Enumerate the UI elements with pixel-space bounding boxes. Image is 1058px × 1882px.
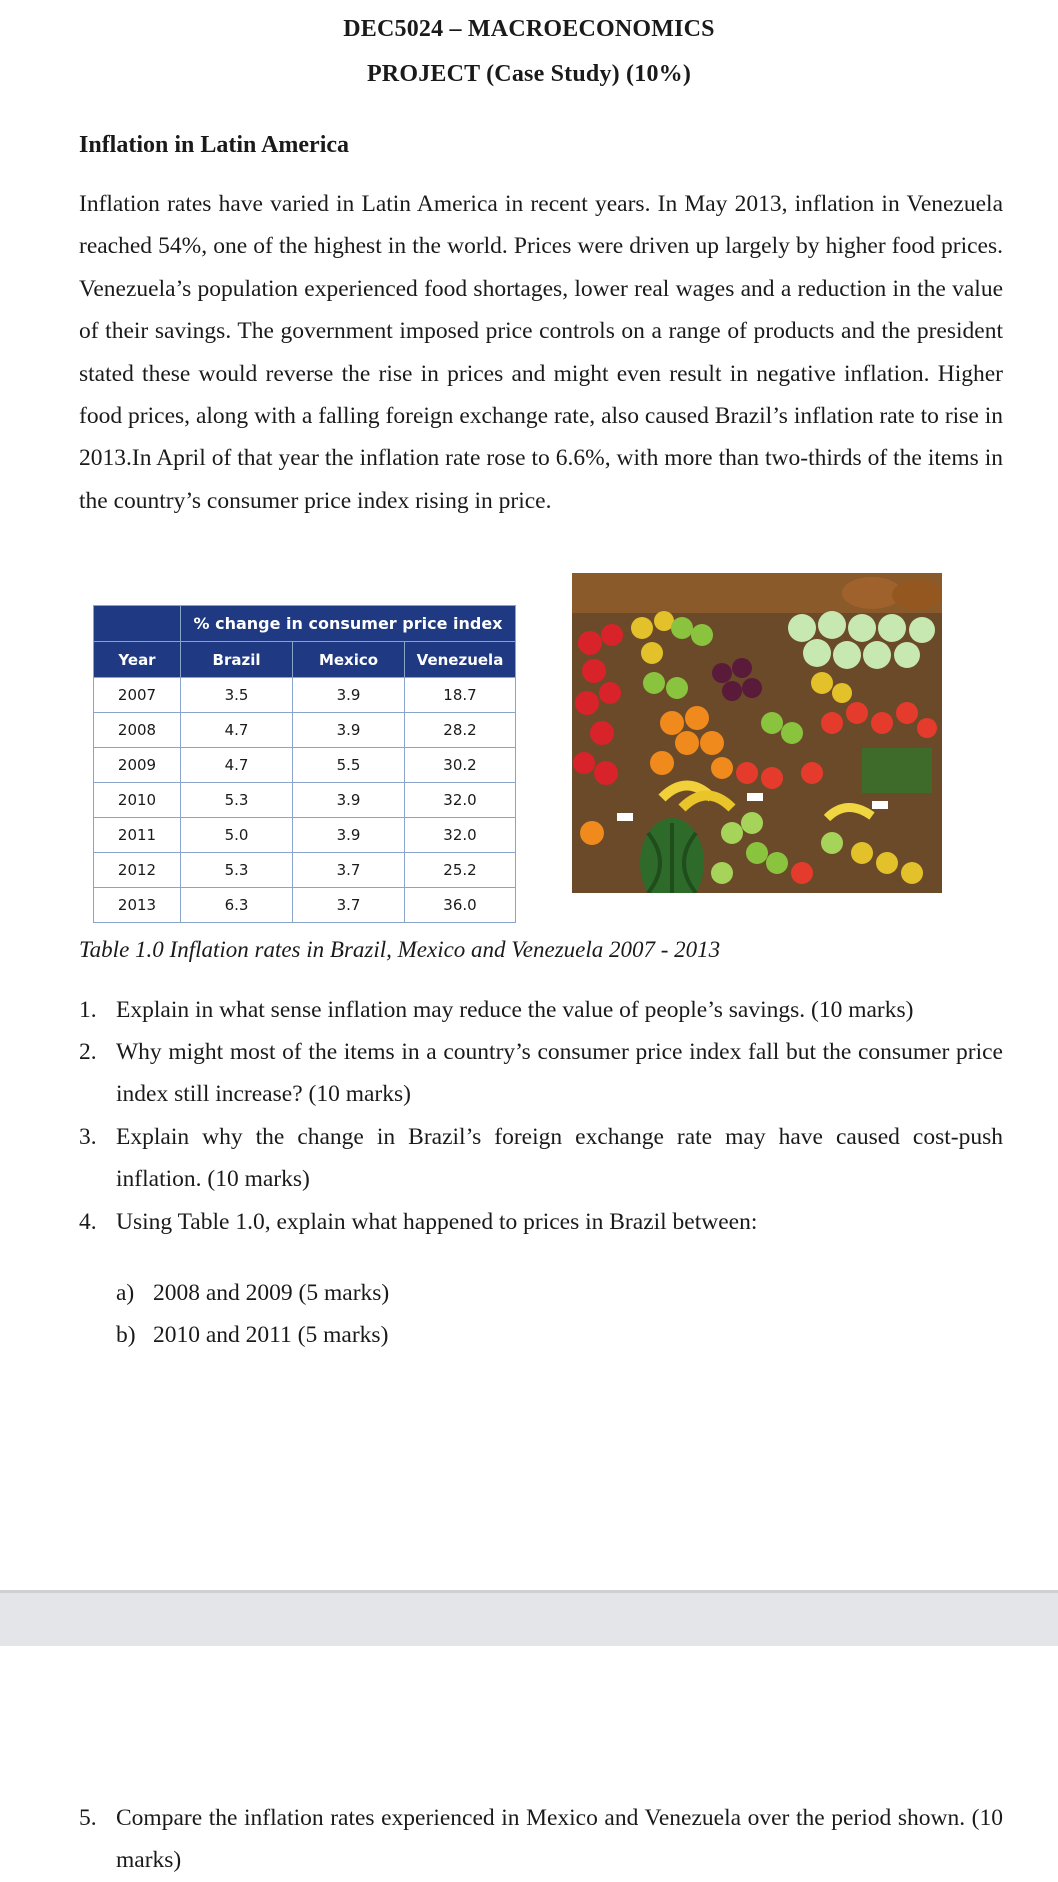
table-row xyxy=(94,853,516,888)
question-1 xyxy=(79,989,1003,1031)
table-row xyxy=(94,783,516,818)
cell-mexico: 5.5 xyxy=(293,748,405,783)
table-row xyxy=(94,818,516,853)
table-group-header-row xyxy=(94,606,516,642)
cell-venezuela: 25.2 xyxy=(405,853,516,888)
question-text: Why might most of the items in a country’s consumer price index fall but the consumer price index still increase? (10 marks) xyxy=(116,1039,1003,1108)
table-row xyxy=(94,748,516,783)
col-header-brazil: Brazil xyxy=(181,642,293,678)
col-header-venezuela: Venezuela xyxy=(405,642,516,678)
cell-brazil: 5.3 xyxy=(181,783,293,818)
question-text: Explain why the change in Brazil’s foreign exchange rate may have caused cost-push inflation. (10 marks) xyxy=(116,1124,1003,1193)
cell-venezuela: 28.2 xyxy=(405,713,516,748)
section-heading: Inflation in Latin America xyxy=(79,132,350,158)
cell-brazil: 3.5 xyxy=(181,678,293,713)
page-separator xyxy=(0,1590,1058,1646)
cell-year: 2009 xyxy=(94,748,181,783)
question-text: Explain in what sense inflation may reduce the value of people’s savings. (10 marks) xyxy=(116,997,914,1023)
question-number: 4. xyxy=(79,1209,97,1235)
cell-year: 2010 xyxy=(94,783,181,818)
cell-venezuela: 30.2 xyxy=(405,748,516,783)
cell-brazil: 6.3 xyxy=(181,888,293,923)
cell-year: 2011 xyxy=(94,818,181,853)
inflation-table xyxy=(93,605,516,923)
cell-venezuela: 18.7 xyxy=(405,678,516,713)
cell-brazil: 4.7 xyxy=(181,748,293,783)
cell-brazil: 5.3 xyxy=(181,853,293,888)
cell-venezuela: 32.0 xyxy=(405,783,516,818)
table-column-header-row xyxy=(94,642,516,678)
question-3 xyxy=(79,1116,1003,1201)
table-group-header: % change in consumer price index xyxy=(181,606,516,642)
cell-year: 2008 xyxy=(94,713,181,748)
sub-question-label: a) xyxy=(116,1280,135,1306)
col-header-year: Year xyxy=(94,642,181,678)
cell-mexico: 3.7 xyxy=(293,888,405,923)
col-header-mexico: Mexico xyxy=(293,642,405,678)
question-number: 1. xyxy=(79,997,97,1023)
table-caption: Table 1.0 Inflation rates in Brazil, Mexico and Venezuela 2007 - 2013 xyxy=(79,937,721,962)
document-page-2 xyxy=(0,1646,1058,1874)
question-number: 3. xyxy=(79,1124,97,1150)
question-4 xyxy=(79,1201,1003,1243)
course-title: DEC5024 – MACROECONOMICS xyxy=(343,16,715,42)
question-number: 2. xyxy=(79,1039,97,1065)
cell-mexico: 3.7 xyxy=(293,853,405,888)
cell-mexico: 3.9 xyxy=(293,818,405,853)
cell-venezuela: 32.0 xyxy=(405,818,516,853)
cell-venezuela: 36.0 xyxy=(405,888,516,923)
cell-year: 2012 xyxy=(94,853,181,888)
cell-mexico: 3.9 xyxy=(293,783,405,818)
fruit-market-photo xyxy=(572,573,942,893)
cell-mexico: 3.9 xyxy=(293,678,405,713)
question-number: 5. xyxy=(79,1805,97,1831)
table-row xyxy=(94,888,516,923)
cell-year: 2013 xyxy=(94,888,181,923)
cell-mexico: 3.9 xyxy=(293,713,405,748)
sub-question-text: 2010 and 2011 (5 marks) xyxy=(153,1322,389,1348)
cell-brazil: 4.7 xyxy=(181,713,293,748)
question-2 xyxy=(79,1031,1003,1116)
question-text: Compare the inflation rates experienced in Mexico and Venezuela over the period shown. (10 marks) xyxy=(116,1805,1003,1874)
table-row xyxy=(94,678,516,713)
case-paragraph: Inflation rates have varied in Latin America in recent years. In May 2013, inflation in Venezuela reached 54%, one of the highest in the world. Prices were driven up largely by higher food prices. Venezuela’s population experienced food shortages, lower real wages and a reduction in the value of their savings. The government imposed price controls on a range of products and the president stated these would reverse the rise in prices and might even result in negative inflation. Higher food prices, along with a falling foreign exchange rate, also caused Brazil’s inflation rate to rise in 2013.In April of that year the inflation rate rose to 6.6%, with more than two-thirds of the items in the country’s consumer price index rising in price. xyxy=(79,191,1003,514)
cell-brazil: 5.0 xyxy=(181,818,293,853)
sub-question-text: 2008 and 2009 (5 marks) xyxy=(153,1280,390,1306)
sub-question-label: b) xyxy=(116,1322,136,1348)
project-title: PROJECT (Case Study) (10%) xyxy=(366,61,692,87)
question-5 xyxy=(79,1797,1003,1882)
table-corner-cell xyxy=(94,606,181,642)
sub-question-b xyxy=(116,1314,388,1356)
sub-question-a xyxy=(116,1272,389,1314)
table-row xyxy=(94,713,516,748)
cell-year: 2007 xyxy=(94,678,181,713)
question-text: Using Table 1.0, explain what happened to prices in Brazil between: xyxy=(116,1209,758,1235)
fruit-stall-illustration xyxy=(572,573,942,893)
